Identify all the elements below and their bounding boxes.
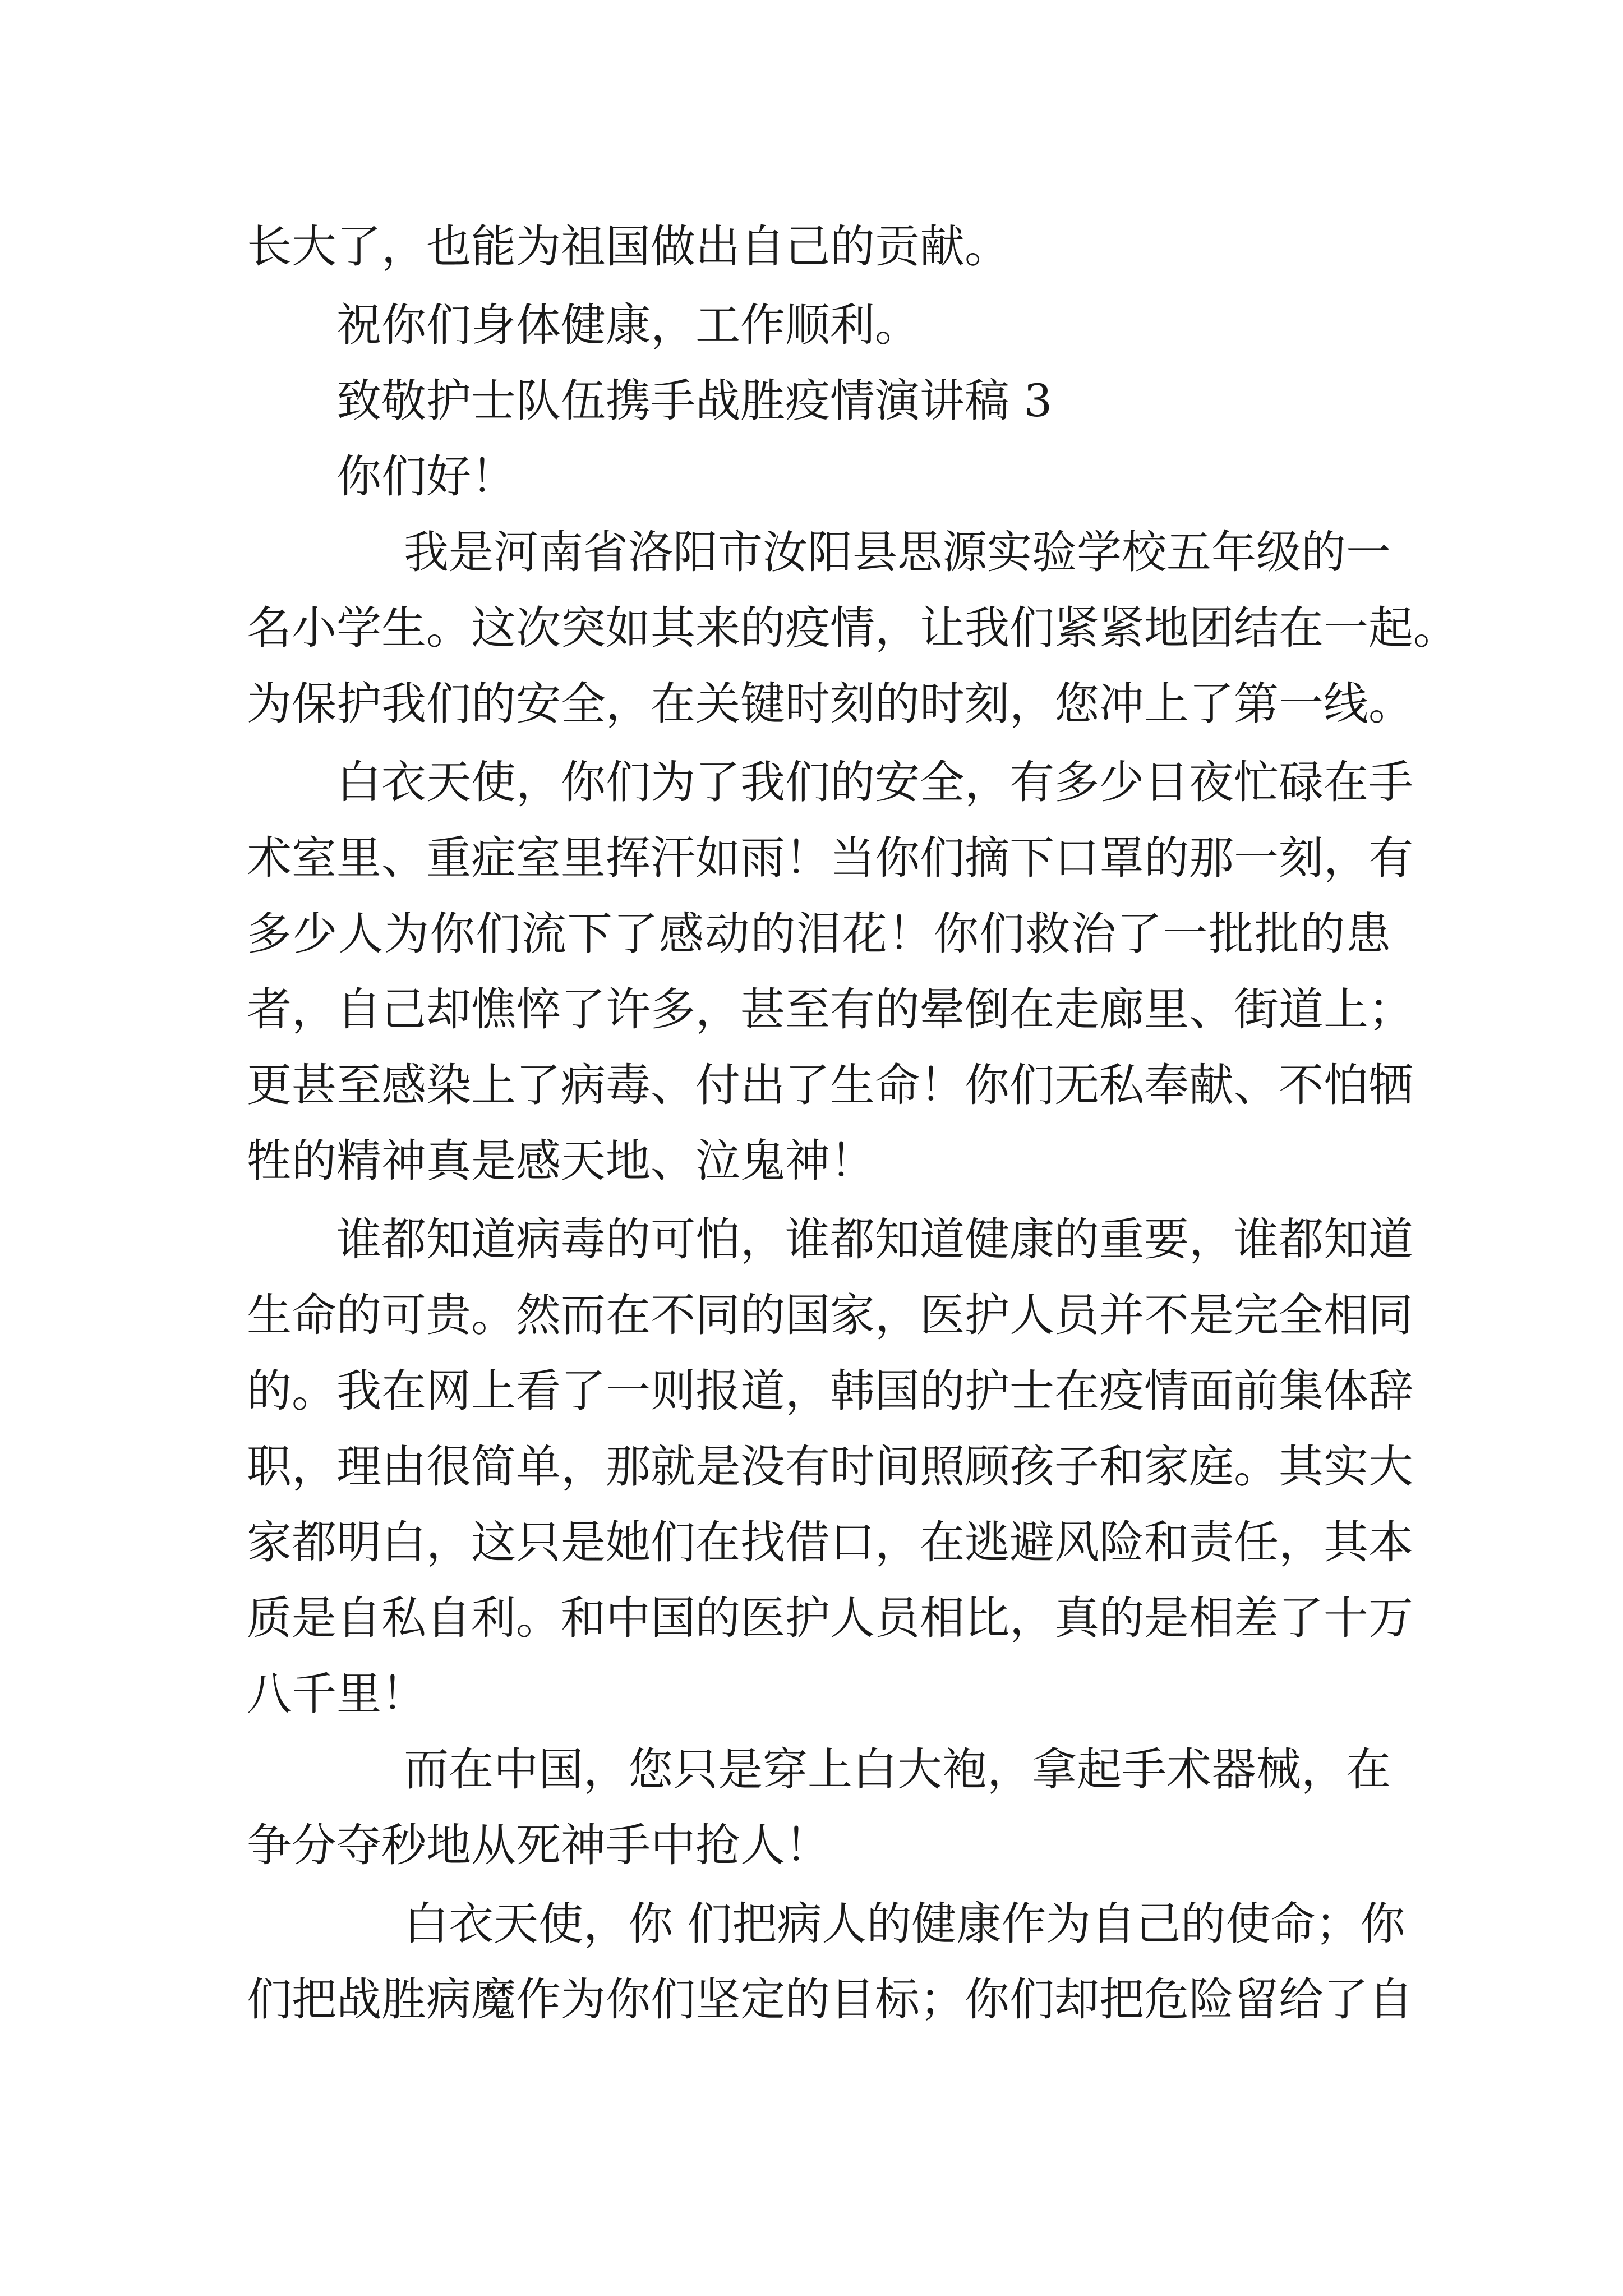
text-line: 多少人为你们流下了感动的泪花！你们救治了一批批的患 <box>247 908 1391 960</box>
text-line: 致敬护士队伍携手战胜疫情演讲稿 3 <box>336 375 1053 427</box>
text-line: 生命的可贵。然而在不同的国家，医护人员并不是完全相同 <box>247 1289 1413 1341</box>
text-line: 者，自己却憔悴了许多，甚至有的晕倒在走廊里、街道上； <box>247 983 1413 1036</box>
text-line: 而在中国，您只是穿上白大袍，拿起手术器械，在 <box>404 1743 1391 1796</box>
text-line: 更甚至感染上了病毒、付出了生命！你们无私奉献、不怕牺 <box>247 1059 1413 1111</box>
text-line: 职，理由很简单，那就是没有时间照顾孩子和家庭。其实大 <box>247 1441 1413 1493</box>
text-line: 家都明白，这只是她们在找借口，在逃避风险和责任，其本 <box>247 1516 1413 1568</box>
text-line: 的。我在网上看了一则报道，韩国的护士在疫情面前集体辞 <box>247 1365 1413 1417</box>
text-line: 质是自私自利。和中国的医护人员相比，真的是相差了十万 <box>247 1592 1413 1644</box>
text-line: 为保护我们的安全，在关键时刻的时刻，您冲上了第一线。 <box>247 678 1413 730</box>
text-line: 白衣天使，你 们把病人的健康作为自己的使命；你 <box>404 1898 1405 1950</box>
text-line: 我是河南省洛阳市汝阳县思源实验学校五年级的一 <box>404 526 1391 578</box>
text-line: 你们好！ <box>336 450 516 503</box>
text-line: 术室里、重症室里挥汗如雨！当你们摘下口罩的那一刻，有 <box>247 832 1413 884</box>
text-line: 祝你们身体健康，工作顺利。 <box>336 299 920 351</box>
text-line: 名小学生。这次突如其来的疫情，让我们紧紧地团结在一起。 <box>247 602 1458 654</box>
text-line: 们把战胜病魔作为你们坚定的目标；你们却把危险留给了自 <box>247 1973 1413 2026</box>
text-line: 长大了，也能为祖国做出自己的贡献。 <box>247 220 1009 273</box>
text-line: 白衣天使，你们为了我们的安全，有多少日夜忙碌在手 <box>336 756 1413 808</box>
text-line: 争分夺秒地从死神手中抢人！ <box>247 1819 830 1871</box>
text-line: 谁都知道病毒的可怕，谁都知道健康的重要，谁都知道 <box>336 1213 1413 1266</box>
text-line: 八千里！ <box>247 1668 426 1720</box>
text-line: 牲的精神真是感天地、泣鬼神！ <box>247 1135 875 1187</box>
